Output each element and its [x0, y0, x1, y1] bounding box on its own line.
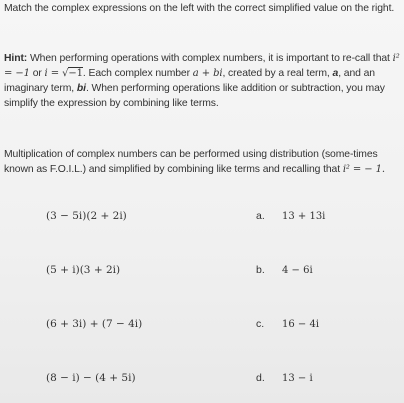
hint-label: Hint: — [4, 53, 28, 64]
answer-letter: a. — [256, 210, 265, 222]
hint-text-3: , created by a real term, — [222, 68, 330, 79]
answer-value: 4 − 6i — [282, 265, 313, 276]
sqrt-radicand: −1 — [68, 68, 83, 79]
hint-text-4: , and an imaginary term, — [4, 68, 375, 94]
multiplication-text: Multiplication of complex numbers can be performed using distribution (some-times known as F.O.I.L.) and simplified by combining like terms and recalling that — [4, 149, 378, 175]
answer-d[interactable] — [256, 370, 313, 386]
i-squared-equation: i² = −1 — [4, 53, 400, 79]
imaginary-term-bi: bi — [76, 83, 86, 94]
multiplication-paragraph — [4, 147, 402, 177]
hint-text-5: . When performing operations like addition or subtraction, you may simplify the expression by combining like terms. — [4, 83, 385, 109]
expression-1[interactable]: (3 − 5i)(2 + 2i) — [46, 210, 127, 222]
answer-c[interactable] — [256, 316, 319, 332]
hint-text-1: When performing operations with complex numbers, it is important to re-call that — [29, 53, 390, 64]
answer-value: 13 − i — [282, 373, 313, 384]
answer-value: 13 + 13i — [282, 211, 326, 222]
hint-text-2: . Each complex number — [82, 68, 190, 79]
or-word: or — [32, 68, 42, 79]
expression-3[interactable]: (6 + 3i) + (7 − 4i) — [46, 318, 143, 330]
answer-letter: b. — [256, 264, 265, 276]
multiplication-equation: i² = − 1. — [342, 164, 385, 175]
expression-4[interactable]: (8 − i) − (4 + 5i) — [46, 372, 136, 384]
expression-2[interactable]: (5 + i)(3 + 2i) — [46, 264, 121, 276]
complex-form: a + bi — [192, 68, 223, 79]
hint-paragraph — [4, 51, 402, 111]
answer-letter: d. — [256, 372, 265, 384]
sqrt-symbol: √ — [62, 68, 69, 79]
i-equation-left: i = — [44, 68, 63, 79]
answer-letter: c. — [256, 318, 265, 330]
answer-value: 16 − 4i — [282, 319, 320, 330]
instructions-text: Match the complex expressions on the left with the correct simplified value on the right. — [4, 3, 395, 14]
real-term-a: a — [332, 68, 339, 79]
answer-a[interactable] — [256, 208, 325, 224]
answer-b[interactable] — [256, 262, 313, 278]
